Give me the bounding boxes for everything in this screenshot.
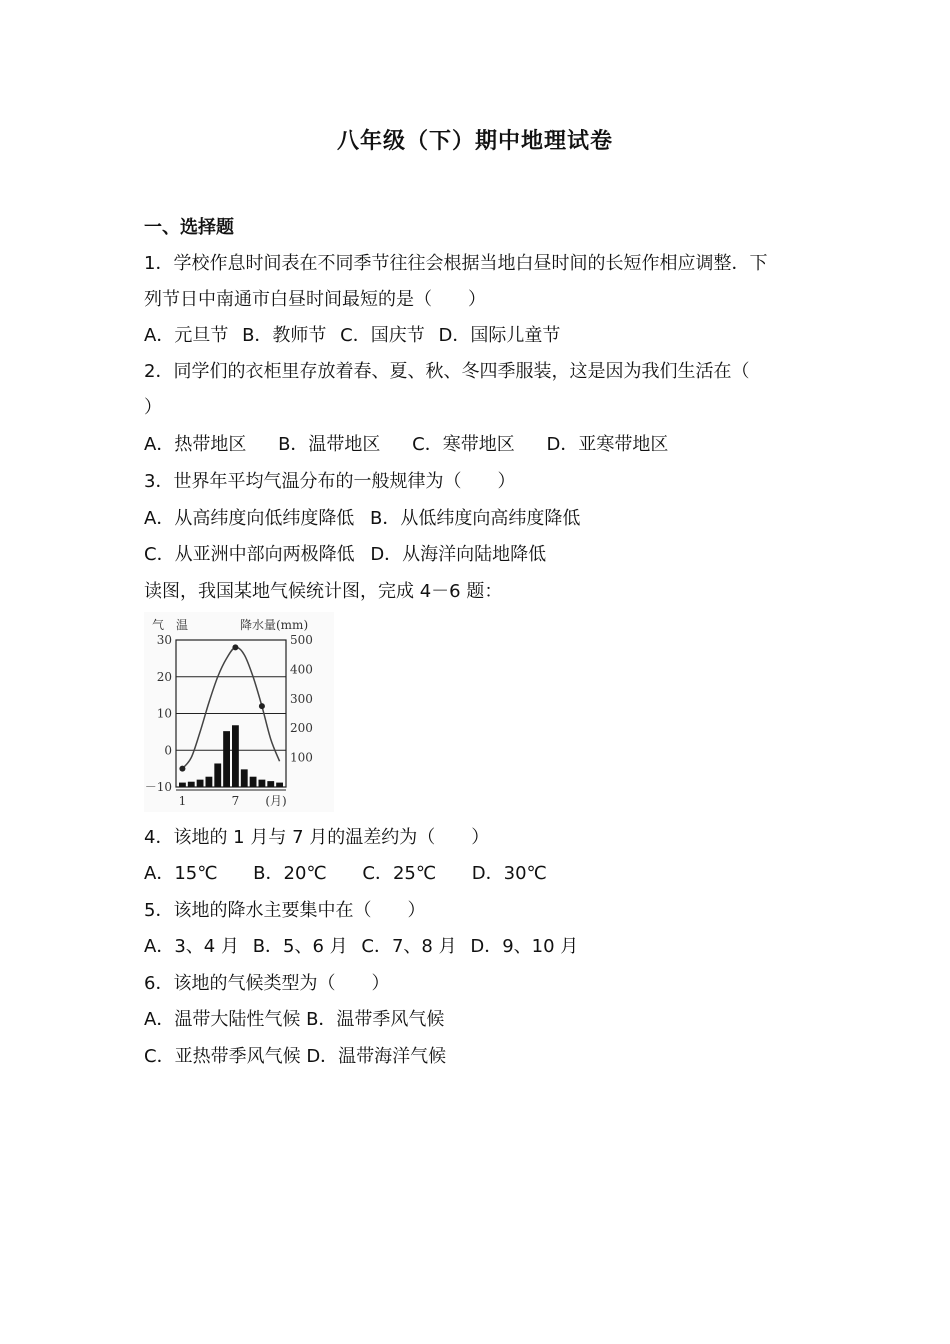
option-b: B．教师节 (242, 325, 327, 346)
question-5-line-1: 5．该地的降水主要集中在（ ） (144, 900, 426, 921)
precip-bar (241, 769, 248, 787)
option-d: D．温带海洋气候 (306, 1046, 447, 1067)
option-c: C．国庆节 (340, 325, 425, 346)
option-a: A．温带大陆性气候 (144, 1009, 301, 1030)
x-tick-label: 1 (178, 794, 187, 808)
precip-bar (179, 783, 186, 787)
option-b: B．20℃ (253, 863, 327, 884)
y-right-tick-label: 300 (290, 691, 313, 706)
y-left-tick-label: 20 (156, 669, 172, 684)
y-left-tick-label: 30 (156, 633, 172, 647)
precip-bar (276, 783, 283, 787)
option-a: A．热带地区 (144, 434, 247, 455)
option-d: D．亚寒带地区 (546, 434, 669, 455)
option-c: C．25℃ (362, 863, 437, 884)
y-right-tick-label: 100 (290, 750, 313, 765)
precip-bar (259, 780, 266, 787)
climate-chart (144, 612, 334, 812)
chart-intro: 读图，我国某地气候统计图，完成 4－6 题： (144, 581, 503, 602)
option-c: C．7、8 月 (361, 936, 457, 957)
y-right-tick-label: 200 (290, 721, 313, 736)
question-2-line-1: 2．同学们的衣柜里存放着春、夏、秋、冬四季服装，这是因为我们生活在（ (144, 361, 750, 382)
question-6-options-row-1 (144, 1007, 444, 1033)
option-b: B．5、6 月 (252, 936, 348, 957)
section-heading: 一、选择题 (144, 217, 234, 238)
precip-bar (232, 725, 239, 787)
option-d: D．从海洋向陆地降低 (370, 544, 547, 565)
question-3-options-row-1 (144, 506, 580, 532)
option-a: A．15℃ (144, 863, 218, 884)
option-c: C．亚热带季风气候 (144, 1046, 301, 1067)
x-tick-label: (月) (265, 794, 287, 808)
option-c: C．从亚洲中部向两极降低 (144, 544, 355, 565)
precip-bar (206, 777, 213, 787)
page-title: 八年级（下）期中地理试卷 (336, 129, 613, 154)
question-1-line-1: 1．学校作息时间表在不同季节往往会根据当地白昼时间的长短作相应调整．下 (144, 253, 768, 274)
precip-bar (188, 782, 195, 787)
y-right-tick-label: 400 (290, 662, 313, 677)
precip-bar (214, 763, 221, 787)
option-b: B．温带季风气候 (306, 1009, 445, 1030)
question-3-options-row-2 (144, 542, 546, 568)
question-6-line-1: 6．该地的气候类型为（ ） (144, 973, 390, 994)
option-a: A．元旦节 (144, 325, 229, 346)
y-right-tick-label: 500 (290, 633, 313, 647)
y-left-tick-label: 0 (164, 743, 172, 758)
option-a: A．从高纬度向低纬度降低 (144, 508, 355, 529)
y-left-tick-label: －10 (144, 780, 172, 794)
question-6-options-row-2 (144, 1044, 446, 1070)
option-b: B．温带地区 (278, 434, 381, 455)
temperature-point (259, 703, 265, 709)
question-1-options (144, 323, 560, 349)
option-d: D．9、10 月 (470, 936, 579, 957)
x-tick-label: 7 (231, 794, 240, 808)
question-2-options (144, 432, 668, 458)
temperature-point (179, 766, 185, 772)
question-4-options (144, 861, 547, 887)
question-3-line-1: 3．世界年平均气温分布的一般规律为（ ） (144, 471, 516, 492)
chart-title-right: 降水量(mm) (240, 618, 309, 632)
precip-bar (223, 731, 230, 787)
question-4-line-1: 4．该地的 1 月与 7 月的温差约为（ ） (144, 827, 490, 848)
precip-bar (250, 777, 257, 787)
question-2-line-2: ） (144, 397, 162, 418)
precip-bar (267, 781, 274, 787)
option-d: D．国际儿童节 (438, 325, 561, 346)
option-c: C．寒带地区 (412, 434, 515, 455)
precip-bar (197, 780, 204, 787)
option-b: B．从低纬度向高纬度降低 (370, 508, 581, 529)
question-5-options (144, 934, 578, 960)
option-d: D．30℃ (471, 863, 547, 884)
temperature-point (232, 644, 238, 650)
question-1-line-2: 列节日中南通市白昼时间最短的是（ ） (144, 289, 486, 310)
option-a: A．3、4 月 (144, 936, 239, 957)
chart-title-left: 气 温 (152, 618, 189, 632)
y-left-tick-label: 10 (156, 706, 172, 721)
